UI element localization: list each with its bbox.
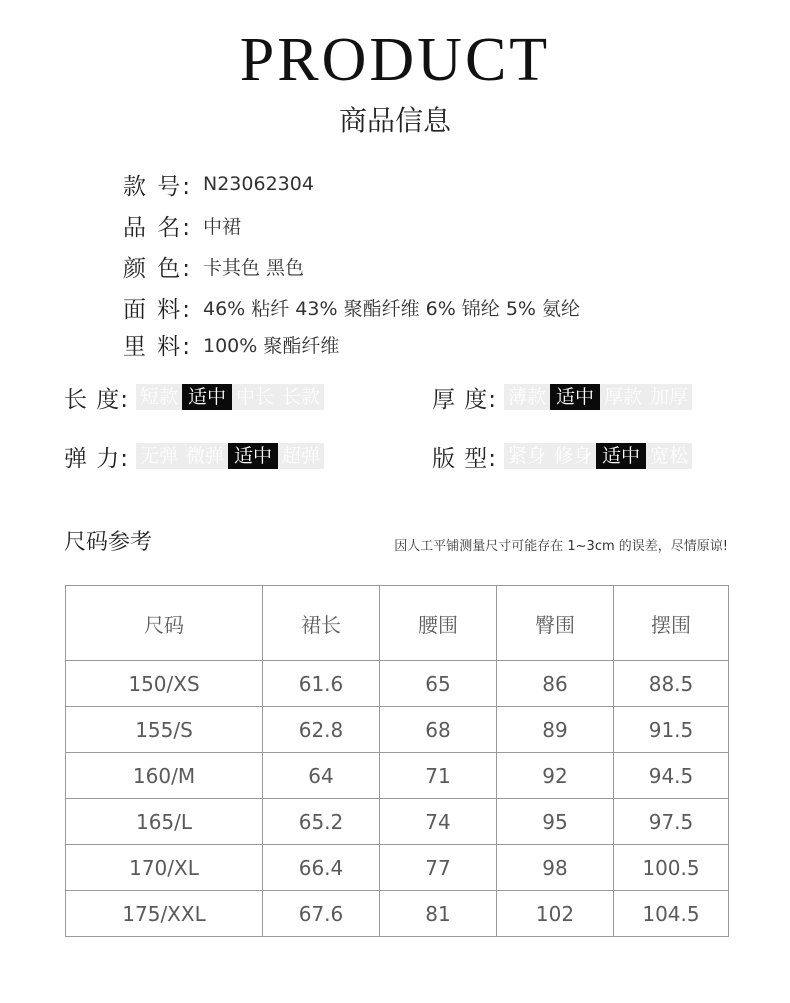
column-header: 裙长	[263, 586, 380, 661]
column-header: 腰围	[380, 586, 497, 661]
table-row	[66, 707, 729, 753]
table-cell: 165/L	[66, 799, 263, 845]
table-cell: 66.4	[263, 845, 380, 891]
attr-label: 版 型:	[432, 445, 498, 472]
table-cell: 97.5	[614, 799, 729, 845]
table-cell: 65	[380, 661, 497, 707]
table-cell: 68	[380, 707, 497, 753]
info-label: 颜 色:	[123, 255, 193, 282]
size-section-title: 尺码参考	[64, 530, 153, 555]
attr-label: 长 度:	[64, 386, 130, 413]
table-row	[66, 661, 729, 707]
info-label: 里 料:	[123, 333, 193, 360]
attr-option: 薄款	[508, 386, 547, 408]
table-cell: 102	[497, 891, 614, 937]
attr-option: 修身	[554, 445, 593, 467]
column-header: 摆围	[614, 586, 729, 661]
table-cell: 81	[380, 891, 497, 937]
attr-option: 超弹	[282, 445, 321, 467]
table-row	[66, 753, 729, 799]
table-cell: 65.2	[263, 799, 380, 845]
attr-option-selected: 适中	[182, 384, 232, 410]
attr-fit	[432, 442, 692, 470]
info-label: 款 号:	[123, 173, 193, 200]
table-cell: 89	[497, 707, 614, 753]
attr-option-selected: 适中	[550, 384, 600, 410]
size-table	[65, 585, 729, 937]
attr-label: 弹 力:	[64, 445, 130, 472]
attr-option: 短款	[140, 386, 179, 408]
table-cell: 150/XS	[66, 661, 263, 707]
table-cell: 100.5	[614, 845, 729, 891]
info-row-lining	[123, 327, 339, 361]
info-value: 100% 聚酯纤维	[203, 334, 340, 357]
table-row	[66, 845, 729, 891]
table-cell: 71	[380, 753, 497, 799]
attr-option: 无弹	[140, 445, 179, 467]
page-title-en: PRODUCT	[239, 26, 551, 94]
info-row-name	[123, 208, 241, 242]
table-cell: 94.5	[614, 753, 729, 799]
attr-option: 紧身	[508, 445, 547, 467]
info-value: N23062304	[203, 173, 314, 195]
attr-label: 厚 度:	[432, 386, 498, 413]
table-cell: 91.5	[614, 707, 729, 753]
table-cell: 155/S	[66, 707, 263, 753]
info-value: 46% 粘纤 43% 聚酯纤维 6% 锦纶 5% 氨纶	[203, 297, 581, 320]
table-cell: 175/XXL	[66, 891, 263, 937]
column-header: 尺码	[66, 586, 263, 661]
table-row	[66, 799, 729, 845]
table-cell: 77	[380, 845, 497, 891]
info-label: 面 料:	[123, 296, 193, 323]
table-cell: 160/M	[66, 753, 263, 799]
table-cell: 170/XL	[66, 845, 263, 891]
attr-option-selected: 适中	[228, 443, 278, 469]
table-cell: 88.5	[614, 661, 729, 707]
info-label: 品 名:	[123, 214, 193, 241]
measurement-note: 因人工平铺测量尺寸可能存在 1~3cm 的误差，尽情原谅!	[394, 539, 728, 554]
table-cell: 98	[497, 845, 614, 891]
info-row-fabric	[123, 290, 580, 324]
attr-thickness	[432, 383, 692, 411]
attr-options	[504, 384, 692, 410]
attr-options	[504, 443, 692, 469]
table-cell: 64	[263, 753, 380, 799]
info-row-color	[123, 249, 304, 283]
info-value: 中裙	[203, 215, 242, 238]
page-title-cn: 商品信息	[338, 104, 451, 137]
attr-options	[136, 384, 324, 410]
table-cell: 61.6	[263, 661, 380, 707]
attr-option: 长款	[282, 386, 321, 408]
attr-length	[64, 383, 324, 411]
column-header: 臀围	[497, 586, 614, 661]
attr-elasticity	[64, 442, 324, 470]
info-row-style-no	[123, 167, 314, 201]
table-cell: 67.6	[263, 891, 380, 937]
table-cell: 92	[497, 753, 614, 799]
attr-option: 中长	[236, 386, 275, 408]
table-cell: 62.8	[263, 707, 380, 753]
attr-option: 加厚	[650, 386, 689, 408]
table-cell: 95	[497, 799, 614, 845]
attr-option: 厚款	[604, 386, 643, 408]
table-cell: 86	[497, 661, 614, 707]
table-cell: 104.5	[614, 891, 729, 937]
table-row	[66, 891, 729, 937]
info-value: 卡其色 黑色	[203, 256, 305, 279]
attr-option: 微弹	[186, 445, 225, 467]
attr-option-selected: 适中	[596, 443, 646, 469]
table-cell: 74	[380, 799, 497, 845]
attr-option: 宽松	[650, 445, 689, 467]
attr-options	[136, 443, 324, 469]
table-header-row	[66, 586, 729, 661]
